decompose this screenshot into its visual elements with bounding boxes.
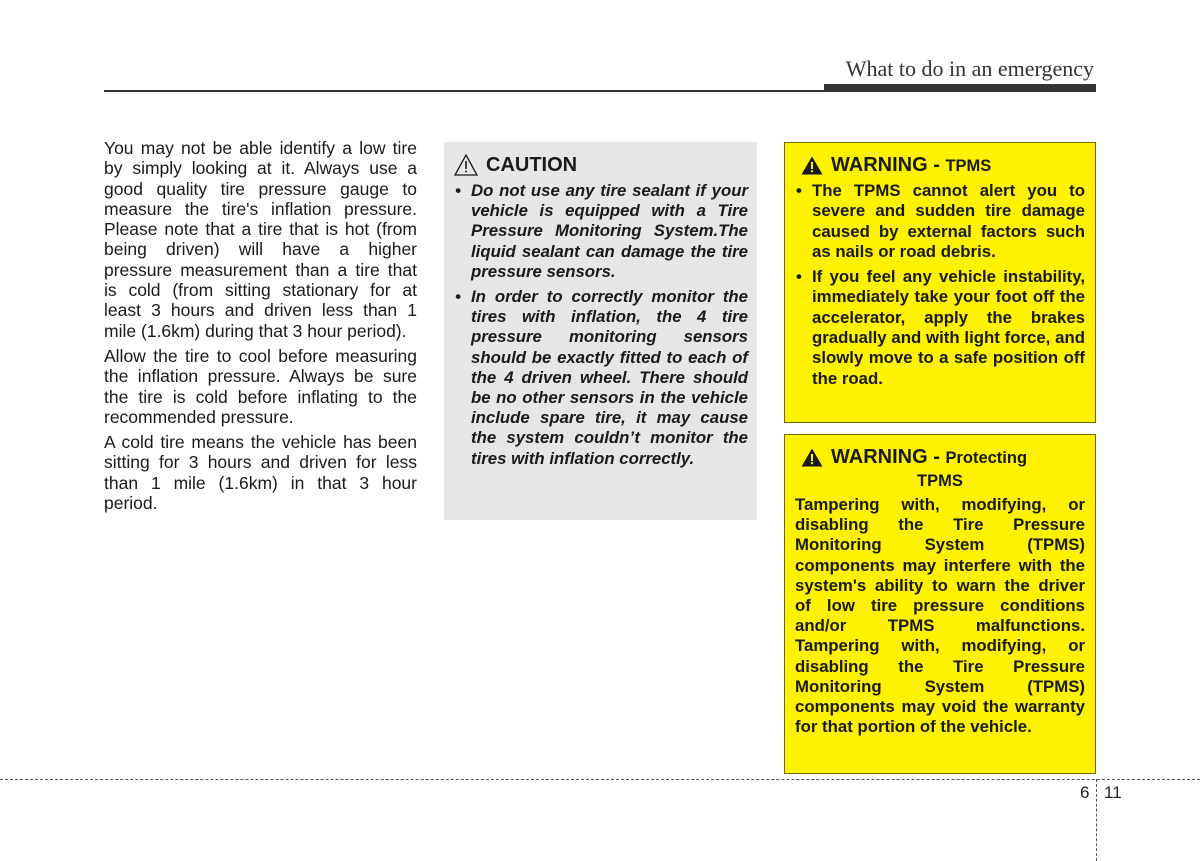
- warning-subtitle: Protecting: [945, 449, 1028, 467]
- body-paragraph: Allow the tire to cool before measuring the inflation pressure. Always be sure the tire is cold before inflating to the recommended pressure.: [104, 345, 417, 427]
- page-number: 11: [1104, 783, 1122, 802]
- bullet-icon: •: [796, 181, 802, 200]
- warning-item-text: If you feel any vehicle instability, immediately take your foot off the accelerator, apply the brakes gradually and with light force, and slowly move to a safe position off the road.: [812, 267, 1085, 388]
- page-header-title: What to do in an emergency: [845, 56, 1094, 81]
- body-text-column: [104, 138, 417, 518]
- warning-triangle-icon: [801, 156, 823, 175]
- caution-item-text: Do not use any tire sealant if your vehicle is equipped with a Tire Pressure Monitoring System.The liquid sealant can damage the tire pressure sensors.: [471, 181, 748, 281]
- caution-heading: [454, 152, 748, 178]
- body-paragraph: You may not be able identify a low tire by simply looking at it. Always use a good quality tire pressure gauge to measure the tire's inflation pressure. Please note that a tire that is hot (from being driven) will have a higher pressure measurement than a tire that is cold (from sitting stationary for at least 3 hours and driven less than 1 mile (1.6km) during that 3 hour period).: [104, 138, 417, 341]
- warning-tpms-list: [795, 181, 1085, 389]
- caution-item-text: In order to correctly monitor the tires with inflation, the 4 tire pressure monitoring sensors should be exactly fitted to each of the 4 driven wheel. There should be no other sensors in the vehicle include spare tire, it may cause the system couldn’t monitor the tires with inflation correctly.: [471, 287, 748, 468]
- bullet-icon: •: [455, 287, 461, 307]
- warning-protecting-heading: [795, 446, 1085, 492]
- warning-body-text: Tampering with, modifying, or disabling the Tire Pressure Monitoring System (TPMS) components may interfere with the system's ability to warn the driver of low tire pressure conditions and/or TPMS malfunctions. Tampering with, modifying, or disabling the Tire Pressure Monitoring System (TPMS) components may void the warranty for that portion of the vehicle.: [795, 495, 1085, 737]
- header-rule-accent: [824, 84, 1096, 92]
- warning-tpms-heading: [795, 154, 1085, 177]
- warning-tpms-box: [784, 142, 1096, 423]
- warning-title: WARNING -: [831, 446, 940, 468]
- caution-box: [444, 142, 757, 520]
- warning-triangle-icon: [801, 448, 823, 467]
- warning-title: WARNING -: [831, 154, 940, 176]
- warning-item-text: The TPMS cannot alert you to severe and sudden tire damage caused by external factors such as nails or road debris.: [812, 181, 1085, 261]
- page-number-divider: [1096, 779, 1097, 861]
- chapter-number: 6: [1080, 783, 1090, 802]
- caution-triangle-icon: [454, 154, 478, 176]
- warning-subtitle-line2: TPMS: [917, 472, 963, 490]
- bullet-icon: •: [455, 181, 461, 200]
- warning-subtitle: TPMS: [945, 157, 992, 175]
- warning-item: [795, 267, 1085, 389]
- footer-divider: [0, 779, 1200, 780]
- warning-item: [795, 181, 1085, 262]
- caution-item: [454, 287, 748, 469]
- warning-protecting-box: [784, 434, 1096, 774]
- header-rule: [104, 90, 824, 92]
- caution-list: [454, 181, 748, 469]
- caution-item: [454, 181, 748, 282]
- bullet-icon: •: [796, 267, 802, 287]
- caution-title: CAUTION: [486, 153, 578, 176]
- body-paragraph: A cold tire means the vehicle has been sitting for 3 hours and driven for less than 1 mile (1.6km) in that 3 hour period.: [104, 432, 417, 514]
